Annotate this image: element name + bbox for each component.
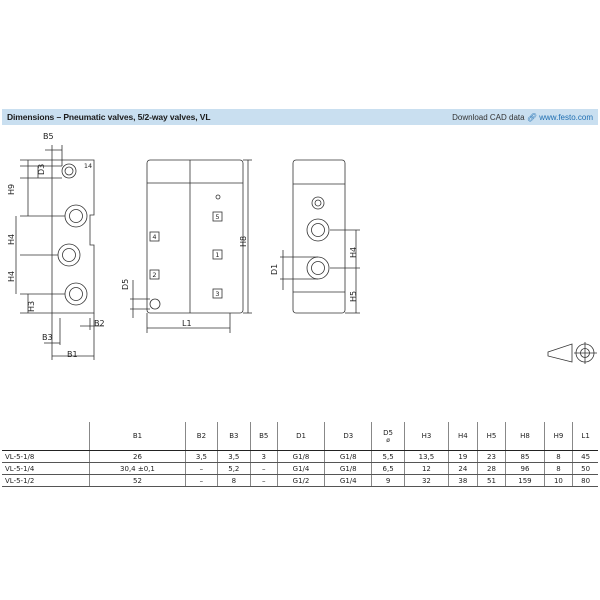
table-cell: 45 [573, 451, 598, 463]
column-header: B1 [90, 422, 186, 451]
table-cell: G1/8 [325, 451, 372, 463]
column-header: H8 [506, 422, 544, 451]
table-cell: 38 [449, 475, 478, 487]
table-cell: 159 [506, 475, 544, 487]
table-cell: 8 [218, 475, 250, 487]
column-header: B3 [218, 422, 250, 451]
table-cell: VL-5-1/8 [2, 451, 90, 463]
port-1: 1 [215, 251, 220, 259]
table-cell: 8 [544, 463, 573, 475]
table-cell: 85 [506, 451, 544, 463]
dim-b2: B2 [94, 319, 105, 328]
table-cell: – [185, 463, 217, 475]
column-header: B5 [250, 422, 277, 451]
dim-d3: D3 [37, 163, 46, 175]
column-header: H9 [544, 422, 573, 451]
table-cell: G1/8 [277, 451, 324, 463]
download-cad-label: Download CAD data [452, 112, 525, 122]
dim-h8: H8 [239, 235, 248, 247]
table-cell: 26 [90, 451, 186, 463]
dimensions-table [2, 422, 598, 487]
dim-l1: L1 [182, 319, 192, 328]
table-cell: G1/4 [277, 463, 324, 475]
port-5: 5 [215, 213, 220, 221]
dim-h5: H5 [349, 290, 358, 302]
column-header: B2 [185, 422, 217, 451]
table-cell: – [185, 475, 217, 487]
dim-b1: B1 [67, 350, 78, 359]
table-cell: 9 [372, 475, 404, 487]
download-cad[interactable] [452, 113, 593, 122]
column-header: H5 [477, 422, 506, 451]
table-cell: 80 [573, 475, 598, 487]
dimension-drawing [0, 125, 600, 400]
table-cell: 3,5 [185, 451, 217, 463]
table-row [2, 475, 598, 487]
table-row [2, 451, 598, 463]
column-header: H4 [449, 422, 478, 451]
table-cell: G1/2 [277, 475, 324, 487]
table-cell: – [250, 475, 277, 487]
table-cell: 8 [544, 451, 573, 463]
section-header [2, 109, 598, 125]
column-header: D3 [325, 422, 372, 451]
table-cell: 5,2 [218, 463, 250, 475]
table-cell: G1/8 [325, 463, 372, 475]
table-cell: 12 [404, 463, 448, 475]
table-cell: 23 [477, 451, 506, 463]
port-14: 14 [83, 162, 93, 170]
projection-symbol [548, 344, 572, 362]
column-header: H3 [404, 422, 448, 451]
table-cell: 3 [250, 451, 277, 463]
column-header: D5 ø [372, 422, 404, 451]
dim-h4-lower: H4 [7, 270, 16, 282]
dim-b5: B5 [43, 132, 54, 141]
table-header-row [2, 422, 598, 451]
dim-h4-right: H4 [349, 246, 358, 258]
dim-b3: B3 [42, 333, 53, 342]
column-header [2, 422, 90, 451]
table-cell: 96 [506, 463, 544, 475]
download-cad-link[interactable]: www.festo.com [539, 112, 593, 122]
table-cell: 30,4 ±0,1 [90, 463, 186, 475]
dim-h9: H9 [7, 183, 16, 195]
link-icon: 🔗︎ [526, 112, 537, 122]
table-cell: 51 [477, 475, 506, 487]
table-cell: 24 [449, 463, 478, 475]
table-cell: VL-5-1/4 [2, 463, 90, 475]
section-title: Dimensions – Pneumatic valves, 5/2-way valves, VL [7, 112, 211, 122]
dim-d5: D5 [121, 278, 130, 290]
table-cell: 10 [544, 475, 573, 487]
table-cell: – [250, 463, 277, 475]
front-view-body [52, 160, 94, 313]
table-cell: 13,5 [404, 451, 448, 463]
port-3: 3 [215, 290, 220, 298]
table-cell: G1/4 [325, 475, 372, 487]
port-4: 4 [152, 233, 157, 241]
table-cell: 28 [477, 463, 506, 475]
dim-h4-upper: H4 [7, 233, 16, 245]
column-header: L1 [573, 422, 598, 451]
column-header: D1 [277, 422, 324, 451]
table-row [2, 463, 598, 475]
table-cell: VL-5-1/2 [2, 475, 90, 487]
dim-d1: D1 [270, 263, 279, 275]
table-cell: 19 [449, 451, 478, 463]
table-cell: 5,5 [372, 451, 404, 463]
dim-h3: H3 [27, 300, 36, 312]
table-cell: 52 [90, 475, 186, 487]
table-cell: 50 [573, 463, 598, 475]
port-2: 2 [152, 271, 157, 279]
table-cell: 6,5 [372, 463, 404, 475]
table-cell: 32 [404, 475, 448, 487]
table-cell: 3,5 [218, 451, 250, 463]
